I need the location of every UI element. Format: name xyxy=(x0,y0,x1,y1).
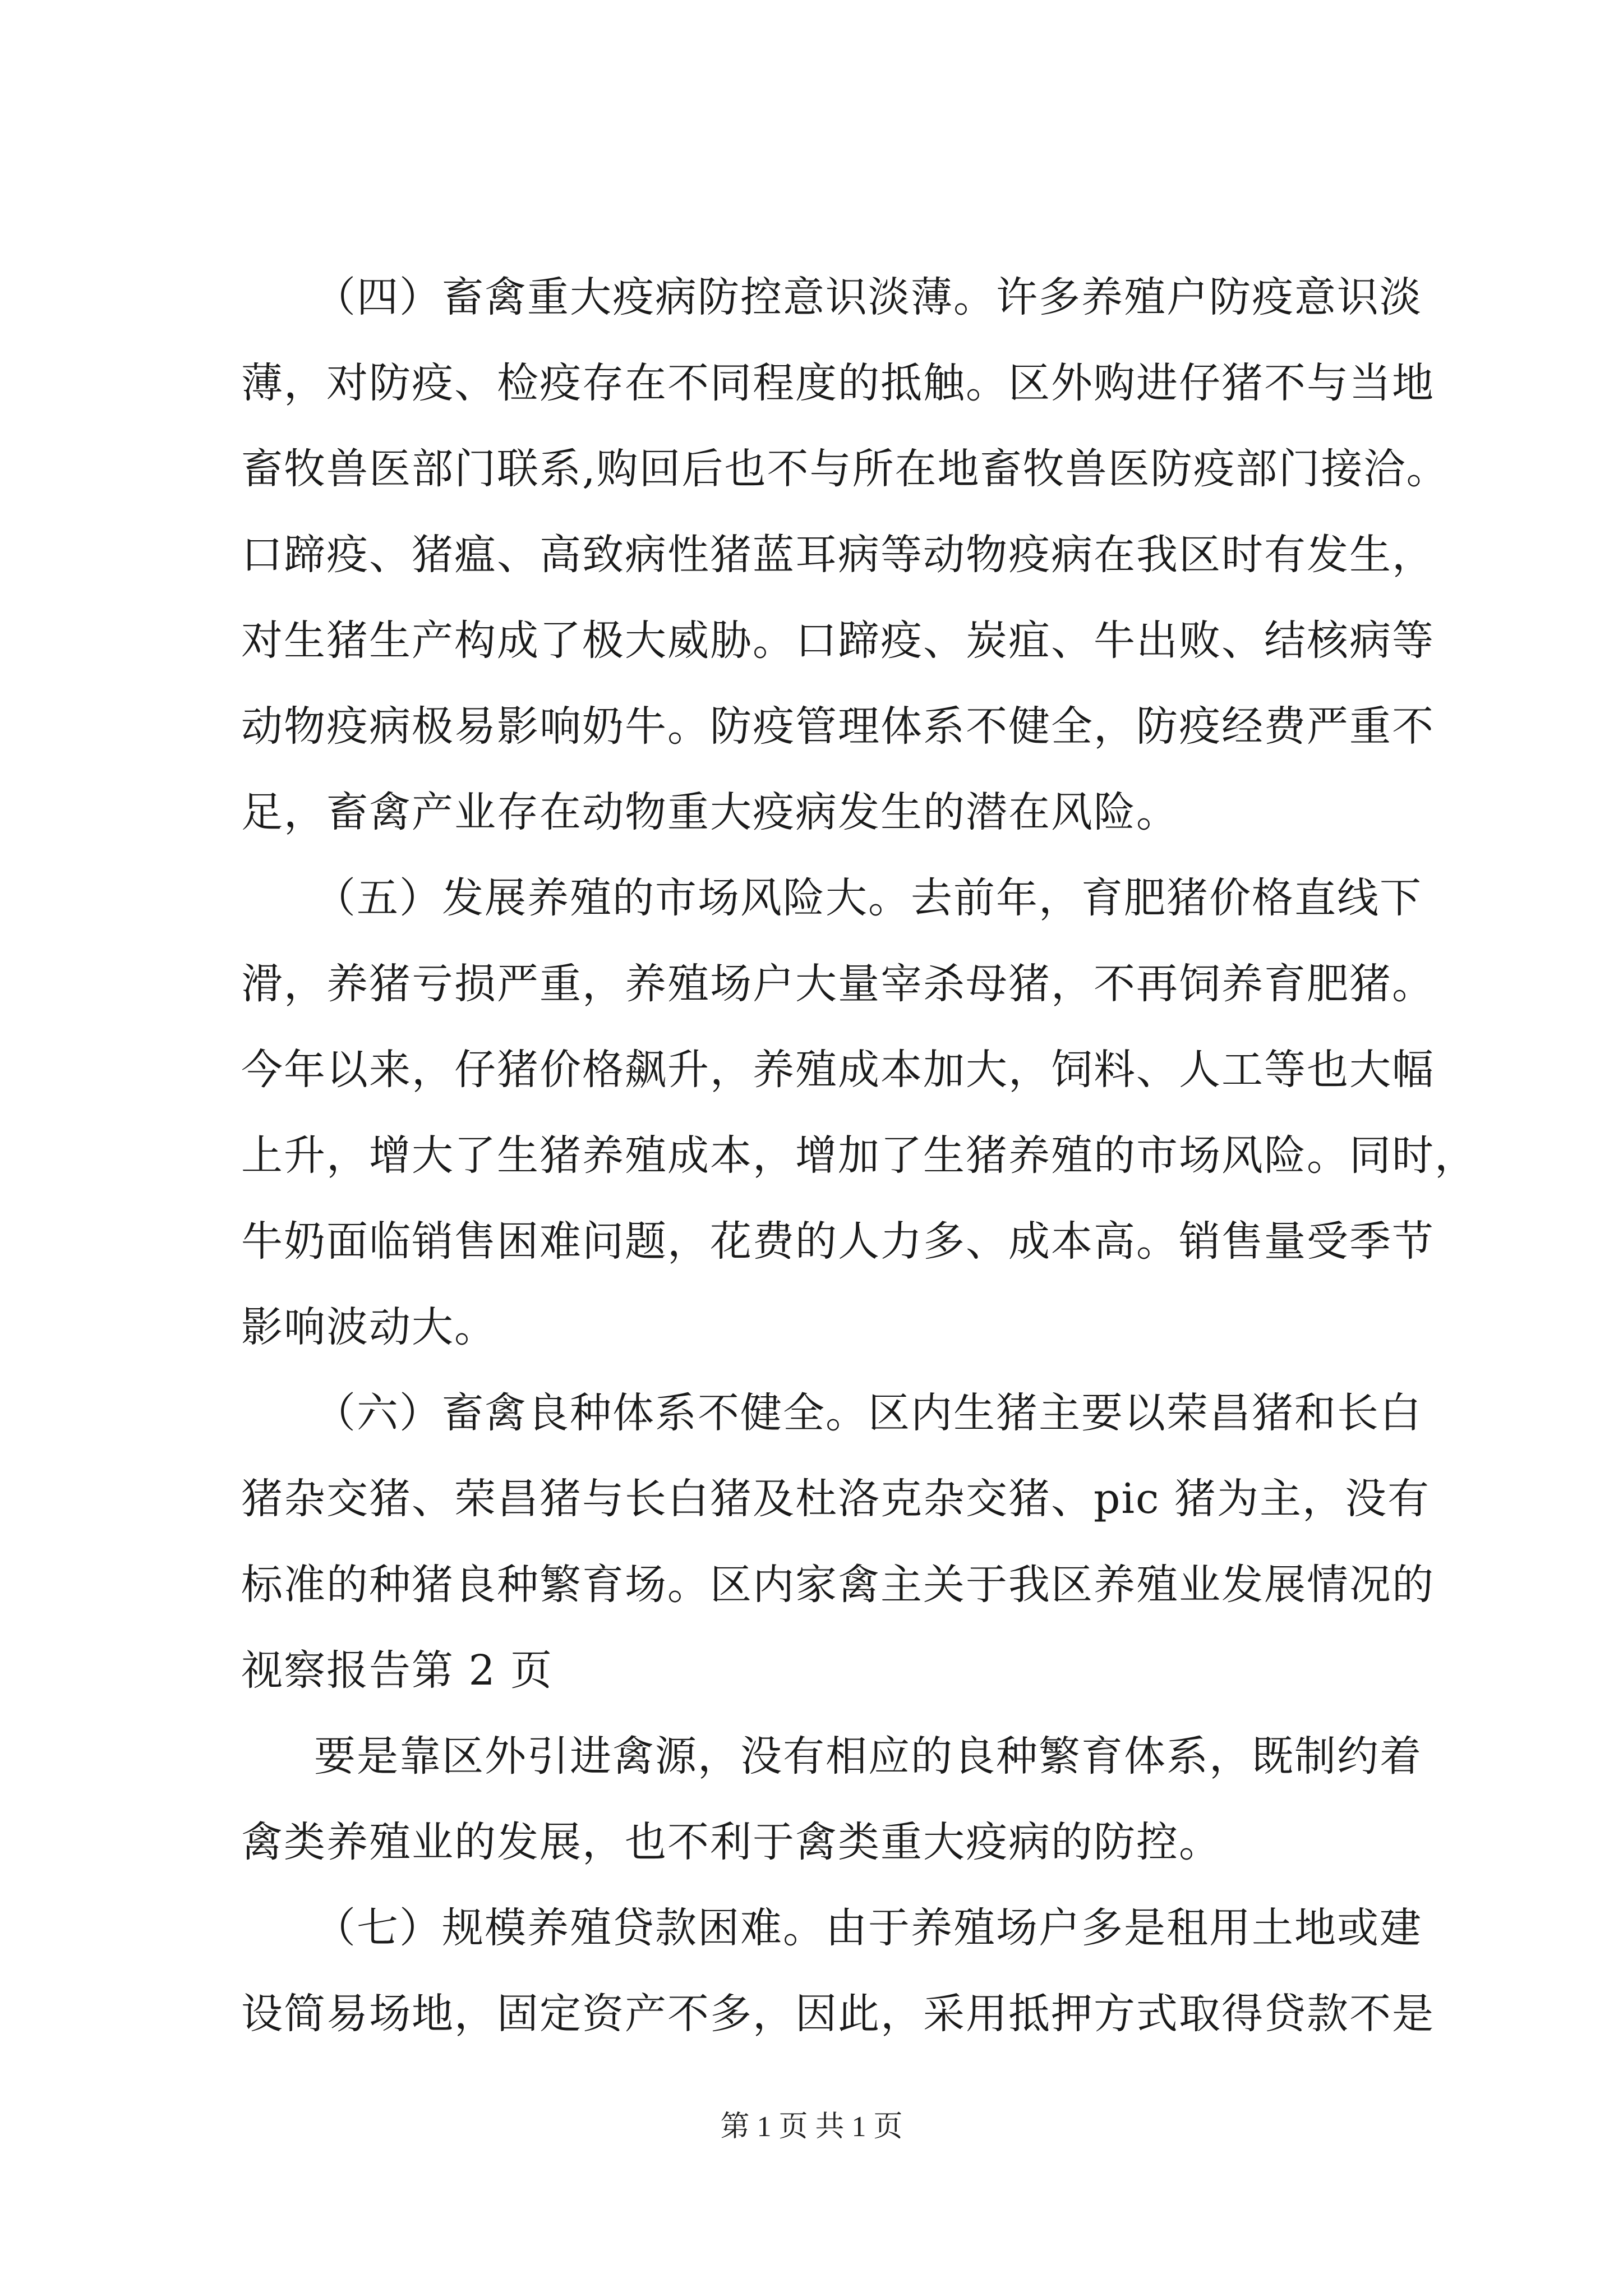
text-line: 薄，对防疫、检疫存在不同程度的抵触。区外购进仔猪不与当地 xyxy=(241,359,1435,407)
text-line: （四）畜禽重大疫病防控意识淡薄。许多养殖户防疫意识淡 xyxy=(314,273,1422,321)
text-line: 足，畜禽产业存在动物重大疫病发生的潜在风险。 xyxy=(241,788,1179,836)
text-line: 畜牧兽医部门联系,购回后也不与所在地畜牧兽医防疫部门接洽。 xyxy=(241,445,1449,493)
text-line: 滑，养猪亏损严重，养殖场户大量宰杀母猪，不再饲养育肥猪。 xyxy=(241,960,1435,1008)
text-line: （七）规模养殖贷款困难。由于养殖场户多是租用土地或建 xyxy=(314,1904,1422,1952)
text-line: （五）发展养殖的市场风险大。去前年，育肥猪价格直线下 xyxy=(314,874,1422,922)
text-line: （六）畜禽良种体系不健全。区内生猪主要以荣昌猪和长白 xyxy=(314,1389,1422,1437)
text-line: 口蹄疫、猪瘟、高致病性猪蓝耳病等动物疫病在我区时有发生， xyxy=(241,531,1435,579)
text-line: 视察报告第 2 页 xyxy=(241,1646,554,1695)
text-line: 标准的种猪良种繁育场。区内家禽主关于我区养殖业发展情况的 xyxy=(241,1561,1435,1609)
text-line: 对生猪生产构成了极大威胁。口蹄疫、炭疽、牛出败、结核病等 xyxy=(241,616,1435,665)
text-line: 牛奶面临销售困难问题，花费的人力多、成本高。销售量受季节 xyxy=(241,1217,1435,1266)
text-line: 要是靠区外引进禽源，没有相应的良种繁育体系，既制约着 xyxy=(314,1732,1422,1780)
text-line: 猪杂交猪、荣昌猪与长白猪及杜洛克杂交猪、pic 猪为主，没有 xyxy=(241,1475,1431,1523)
text-line: 动物疫病极易影响奶牛。防疫管理体系不健全，防疫经费严重不 xyxy=(241,702,1435,751)
text-line: 禽类养殖业的发展，也不利于禽类重大疫病的防控。 xyxy=(241,1818,1221,1866)
text-line: 今年以来，仔猪价格飙升，养殖成本加大，饲料、人工等也大幅 xyxy=(241,1046,1435,1094)
text-line: 上升，增大了生猪养殖成本，增加了生猪养殖的市场风险。同时， xyxy=(241,1131,1477,1180)
text-line: 影响波动大。 xyxy=(241,1303,497,1351)
text-line: 设简易场地，固定资产不多，因此，采用抵押方式取得贷款不是 xyxy=(241,1990,1435,2038)
page-footer: 第 1 页 共 1 页 xyxy=(720,2111,903,2143)
